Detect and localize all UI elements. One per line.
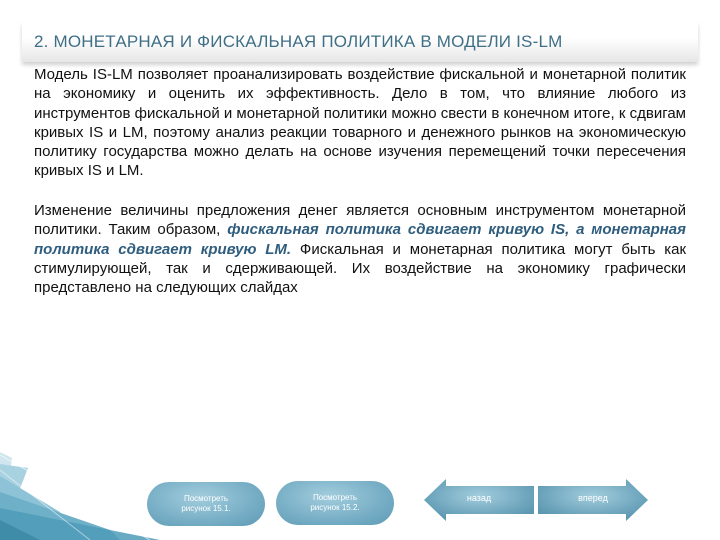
view-figure-15-2-line2: рисунок 15.2. xyxy=(310,503,360,512)
paragraph-policy-text: Изменение величины предложения денег является основным инструментом монетарной политики. Таким образом, xyxy=(34,202,686,239)
view-figure-15-2-button[interactable] xyxy=(276,481,394,525)
view-figure-15-1-line1: Посмотреть xyxy=(183,494,229,503)
paragraph-policy-highlight: фискальная политика сдвигает кривую IS, а монетарная политика сдвигает кривую LM. xyxy=(34,221,686,258)
paragraph-policy-tail: Фискальная и монетарная политика могут быть как стимулирующей, так и сдерживающей. Их воздействие на экономику графически представлено на следующих слайдах xyxy=(34,240,687,297)
back-label: назад xyxy=(466,493,492,503)
back-button[interactable] xyxy=(424,479,534,521)
view-figure-15-1-button[interactable] xyxy=(147,482,265,526)
slide-title: 2. МОНЕТАРНАЯ И ФИСКАЛЬНАЯ ПОЛИТИКА В МОДЕЛИ IS-LM xyxy=(34,32,563,51)
view-figure-15-2-label xyxy=(310,493,359,513)
forward-label: вперед xyxy=(578,493,608,503)
paragraph-policy xyxy=(34,201,686,297)
view-figure-15-2-line1: Посмотреть xyxy=(312,493,358,502)
view-figure-15-1-label xyxy=(181,494,230,514)
view-figure-15-1-line2: рисунок 15.1. xyxy=(181,504,231,513)
title-bar xyxy=(22,22,698,62)
forward-button[interactable] xyxy=(538,479,648,521)
paragraph-intro: Модель IS-LM позволяет проанализировать воздействие фискальной и монетарной политик на экономику и оценить их эффективность. Дело в том, что влияние любого из инструментов фискальной и монетарной политики можно свести в конечном итоге, к сдвигам кривых IS и LM, поэтому анализ реакции товарного и денежного рынков на экономическую политику государства можно делать на основе изучения перемещений точки пересечения кривых IS и LM. xyxy=(34,66,686,180)
